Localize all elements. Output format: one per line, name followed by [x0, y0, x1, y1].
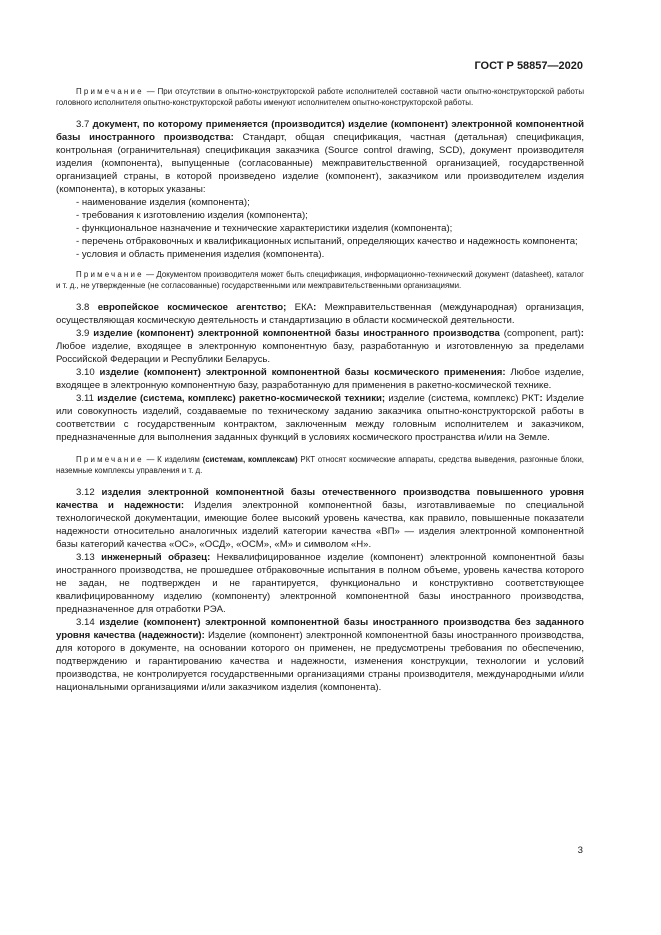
clause-english-term: (component, part) — [499, 328, 581, 339]
clause-definition: Изделие (компонент) электронной компонентной базы иностранного производства, для которого в документе, на основании которого он применен, не предусмотрены требования по обеспечению, подтверждению и гарантированию качества и надежности, изменения конструкции, технологии и условий производства, не контролируется государственными организациями страны производителя, международными и/или национальными организациями и/или заказчиком изделия (компонента). — [56, 630, 585, 693]
note-label: Примечание — [76, 87, 144, 96]
clause-term: изделия электронной компонентной базы отечественного производства повышенного уровня качества и надежности: — [56, 487, 584, 511]
clause-number: 3.14 — [76, 617, 100, 628]
clause-term: инженерный образец: — [101, 552, 211, 563]
clause-definition: Межправительственная (международная) организация, осуществляющая космическую деятельность и стандартизацию в области космической деятельности. — [56, 302, 584, 326]
note-text: — При отсутствии в опытно-конструкторской работе исполнителей составной части опытно-конструкторской работы головного исполнителя опытно-конструкторской работы именуют исполнителем опытно-конструкторской работы. — [56, 87, 584, 107]
list-item: - требования к изготовлению изделия (компонента); — [76, 210, 308, 221]
clause-definition: Любое изделие, входящее в электронную компонентную базу, разработанную для применения в ракетно-космической технике. — [56, 367, 585, 391]
clause-3-12 — [56, 486, 584, 551]
standard-code: ГОСТ Р 58857—2020 — [474, 60, 583, 72]
clause-definition: Стандарт, общая спецификация, частная (детальная) спецификация, контрольная (ограничительная) спецификация заказчика (Source control drawing, SCD), документ производителя изделия (компонента), выпущенные (согласованные) межправительственной организацией, государственной организацией страны, в которой произведено изделие (компонент), заказчиком или производителем изделия (компонента), в которых указаны: — [56, 132, 584, 195]
clause-3-11 — [56, 392, 584, 444]
clause-3-10 — [56, 366, 584, 392]
note-1 — [56, 86, 584, 108]
note-3 — [56, 454, 584, 476]
list-item: - перечень отбраковочных и квалификационных испытаний, определяющих качество и надежность компонента; — [76, 236, 578, 247]
list-item: - функциональное назначение и технические характеристики изделия (компонента); — [76, 223, 453, 234]
list-item: - условия и область применения изделия (компонента). — [76, 249, 325, 260]
clause-colon: : — [313, 302, 317, 313]
clause-term: изделие (компонент) электронной компонентной базы космического применения: — [99, 367, 506, 378]
clause-definition: Изделие или совокупность изделий, создаваемые по техническому заданию заказчика опытно-конструкторской работы в соответствии с государственным контрактом, заключенным между головным исполнителем и заказчиком, предназначенные для выполнения заданных функций в условиях космического пространства и/или на Земле. — [56, 393, 584, 443]
page-content — [56, 86, 584, 694]
clause-3-9 — [56, 327, 584, 366]
clause-colon: : — [580, 328, 584, 339]
note-label: Примечание — [76, 270, 144, 279]
clause-definition: Изделия электронной компонентной базы, изготавливаемые по специальной технологической документации, имеющие более высокий уровень качества, как правило, повышенные показатели надежности относительно аналогичных изделий категории качества «ВП» — изделия электронной компонентной базы категорий качества «ОС», «ОСД», «ОСМ», «М» и символом «Н». — [56, 500, 584, 550]
clause-3-14 — [56, 616, 584, 694]
note-text: — Документом производителя может быть спецификация, информационно-технический документ (datasheet), каталог и т. д., не утвержденные (не согласованные) государственными или межправительственными организациями. — [56, 270, 584, 290]
page-number: 3 — [577, 845, 583, 856]
note-text: РКТ относят космические аппараты, средства выведения, разгонные блоки, наземные комплексы управления и т. д. — [56, 455, 584, 475]
clause-term: европейское космическое агентство; — [97, 302, 287, 313]
note-text: — К изделиям — [143, 455, 203, 464]
clause-term: изделие (компонент) электронной компонентной базы иностранного производства без заданного уровня качества (надежности): — [56, 617, 584, 641]
note-2 — [56, 269, 584, 291]
note-label: Примечание — [76, 455, 144, 464]
list-item: - наименование изделия (компонента); — [76, 197, 250, 208]
clause-synonym: изделие (система, комплекс) РКТ — [385, 393, 540, 404]
clause-number: 3.13 — [76, 552, 102, 563]
clause-number: 3.12 — [76, 487, 102, 498]
clause-colon: : — [539, 393, 543, 404]
clause-3-7 — [56, 118, 584, 196]
clause-number: 3.11 — [76, 393, 98, 404]
clause-definition: Любое изделие, входящее в электронную компонентную базу, разработанную и изготовленную за пределами Российской Федерации и Республики Беларусь. — [56, 341, 584, 365]
clause-term: изделие (компонент) электронной компонентной базы иностранного производства — [93, 328, 500, 339]
clause-term: документ, по которому применяется (производится) изделие (компонент) электронной компонентной базы иностранного производства: — [56, 119, 584, 143]
note-bold-text: (системам, комплексам) — [202, 455, 298, 464]
clause-term: изделие (система, комплекс) ракетно-космической техники; — [97, 393, 386, 404]
clause-3-8 — [56, 301, 584, 327]
clause-number: 3.10 — [76, 367, 100, 378]
clause-3-13 — [56, 551, 584, 616]
clause-number: 3.9 — [76, 328, 94, 339]
clause-abbr: ЕКА — [286, 302, 314, 313]
clause-number: 3.7 — [76, 119, 93, 130]
clause-number: 3.8 — [76, 302, 98, 313]
clause-definition: Неквалифицированное изделие (компонент) электронной компонентной базы иностранного производства, не прошедшее отбраковочные испытания в полном объеме, уровень качества которого не задан, не подтвержден и не гарантируется, функционально и конструктивно соответствующее квалифицированному изделию (компоненту) электронной компонентной базы иностранного производства, предназначенное для отработки РЭА. — [56, 552, 584, 615]
